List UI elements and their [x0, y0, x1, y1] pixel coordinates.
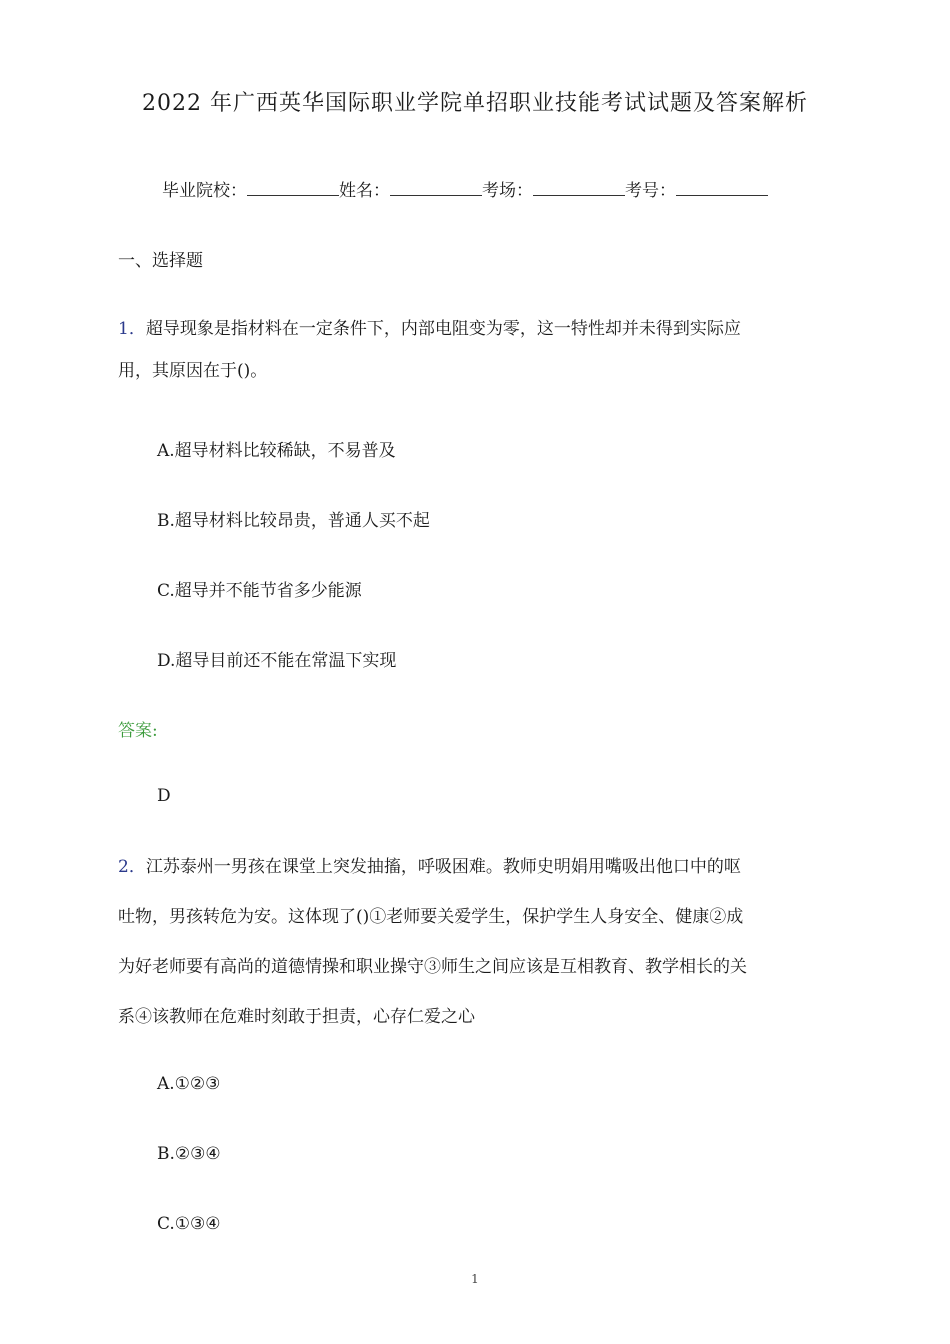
question-1-number: 1． — [118, 319, 146, 339]
room-blank — [533, 181, 625, 196]
question-1-option-a: A.超导材料比较稀缺，不易普及 — [157, 441, 396, 461]
question-2-line-2: 吐物，男孩转危为安。这体现了()①老师要关爱学生，保护学生人身安全、健康②成 — [118, 907, 744, 927]
school-label: 毕业院校： — [162, 181, 247, 201]
question-2-number: 2． — [118, 857, 146, 877]
page-number: 1 — [471, 1272, 479, 1286]
question-2-line-3: 为好老师要有高尚的道德情操和职业操守③师生之间应该是互相教育、教学相长的关 — [118, 957, 747, 977]
question-1-option-d: D.超导目前还不能在常温下实现 — [157, 651, 397, 671]
question-1-stem — [118, 312, 828, 388]
question-1-answer-label: 答案: — [118, 721, 158, 741]
id-label: 考号： — [625, 181, 676, 201]
question-2-line-1: 江苏泰州一男孩在课堂上突发抽搐，呼吸困难。教师史明娟用嘴吸出他口中的呕 — [145, 857, 741, 877]
name-blank — [390, 181, 482, 196]
exam-info-line — [162, 176, 768, 201]
question-2-line-4: 系④该教师在危难时刻敢于担责，心存仁爱之心 — [118, 1007, 475, 1027]
question-2-option-a: A.①②③ — [157, 1074, 221, 1094]
id-blank — [676, 181, 768, 196]
question-1-line-2: 用，其原因在于()。 — [118, 361, 268, 381]
name-label: 姓名： — [339, 181, 390, 201]
page-title: 2022 年广西英华国际职业学院单招职业技能考试试题及答案解析 — [142, 91, 808, 116]
question-2-stem — [118, 850, 828, 1034]
question-1-option-c: C.超导并不能节省多少能源 — [157, 581, 362, 601]
school-blank — [247, 181, 339, 196]
question-1-option-b: B.超导材料比较昂贵，普通人买不起 — [157, 511, 430, 531]
room-label: 考场： — [482, 181, 533, 201]
question-2-option-c: C.①③④ — [157, 1214, 221, 1234]
question-1-line-1: 超导现象是指材料在一定条件下，内部电阻变为零，这一特性却并未得到实际应 — [145, 319, 741, 339]
section-heading: 一、选择题 — [118, 251, 203, 271]
question-2-option-b: B.②③④ — [157, 1144, 221, 1164]
question-1-answer: D — [157, 786, 171, 806]
